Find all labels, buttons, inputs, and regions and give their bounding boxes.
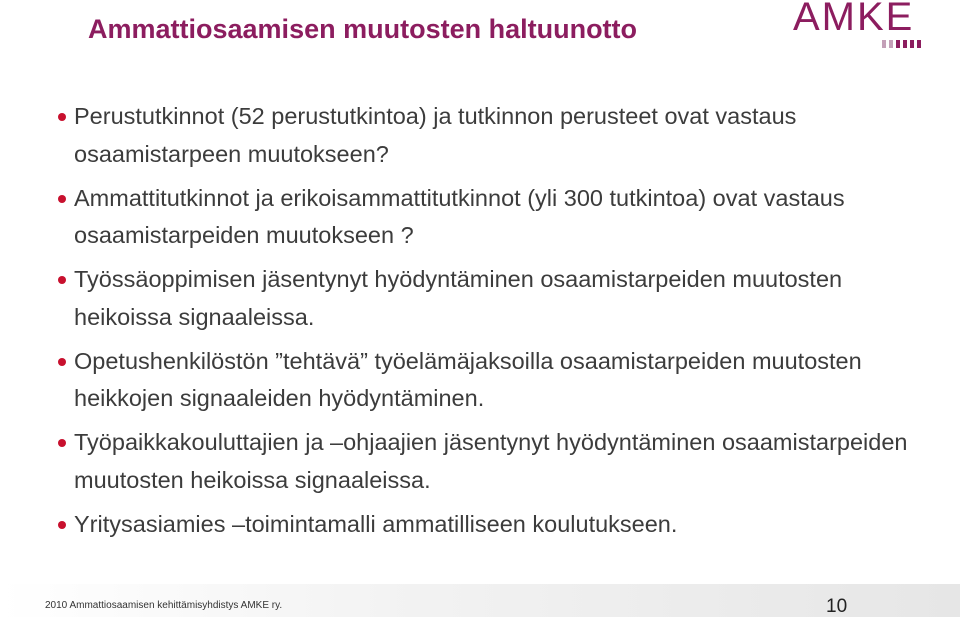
bullet-text: Ammattitutkinnot ja erikoisammattitutkinnot (yli 300 tutkintoa) ovat vastaus osaamistarpeiden muutokseen ? (74, 184, 845, 248)
amke-logo (793, 0, 933, 52)
bullet-item (55, 424, 935, 499)
bullet-dot-icon (58, 521, 66, 529)
bullet-text: Perustutkinnot (52 perustutkintoa) ja tutkinnon perusteet ovat vastaus osaamistarpeen muutokseen? (74, 103, 797, 167)
slide-title: Ammattiosaamisen muutosten haltuunotto (88, 14, 638, 44)
logo-text: AMKE (793, 0, 915, 39)
bullet-item (55, 506, 935, 544)
bullet-dot-icon (58, 195, 66, 203)
bullet-list (55, 98, 935, 550)
bullet-text: Opetushenkilöstön ”tehtävä” työelämäjaksoilla osaamistarpeiden muutosten heikkojen signaaleiden hyödyntäminen. (74, 347, 862, 411)
logo-bars (882, 40, 921, 48)
bullet-text: Työpaikkakouluttajien ja –ohjaajien jäsentynyt hyödyntäminen osaamistarpeiden muutosten heikoissa signaaleissa. (74, 429, 908, 493)
bullet-dot-icon (58, 276, 66, 284)
bullet-dot-icon (58, 113, 66, 121)
bullet-dot-icon (58, 439, 66, 447)
bullet-text: Työssäoppimisen jäsentynyt hyödyntäminen osaamistarpeiden muutosten heikoissa signaaleissa. (74, 266, 843, 330)
bullet-text: Yritysasiamies –toimintamalli ammatilliseen koulutukseen. (74, 510, 678, 537)
bullet-dot-icon (58, 358, 66, 366)
bullet-item (55, 98, 935, 173)
bullet-item (55, 343, 935, 418)
bullet-item (55, 180, 935, 255)
footer-copyright: 2010 Ammattiosaamisen kehittämisyhdistys AMKE ry. (45, 600, 283, 611)
page-number: 10 (826, 596, 848, 617)
bullet-item (55, 261, 935, 336)
